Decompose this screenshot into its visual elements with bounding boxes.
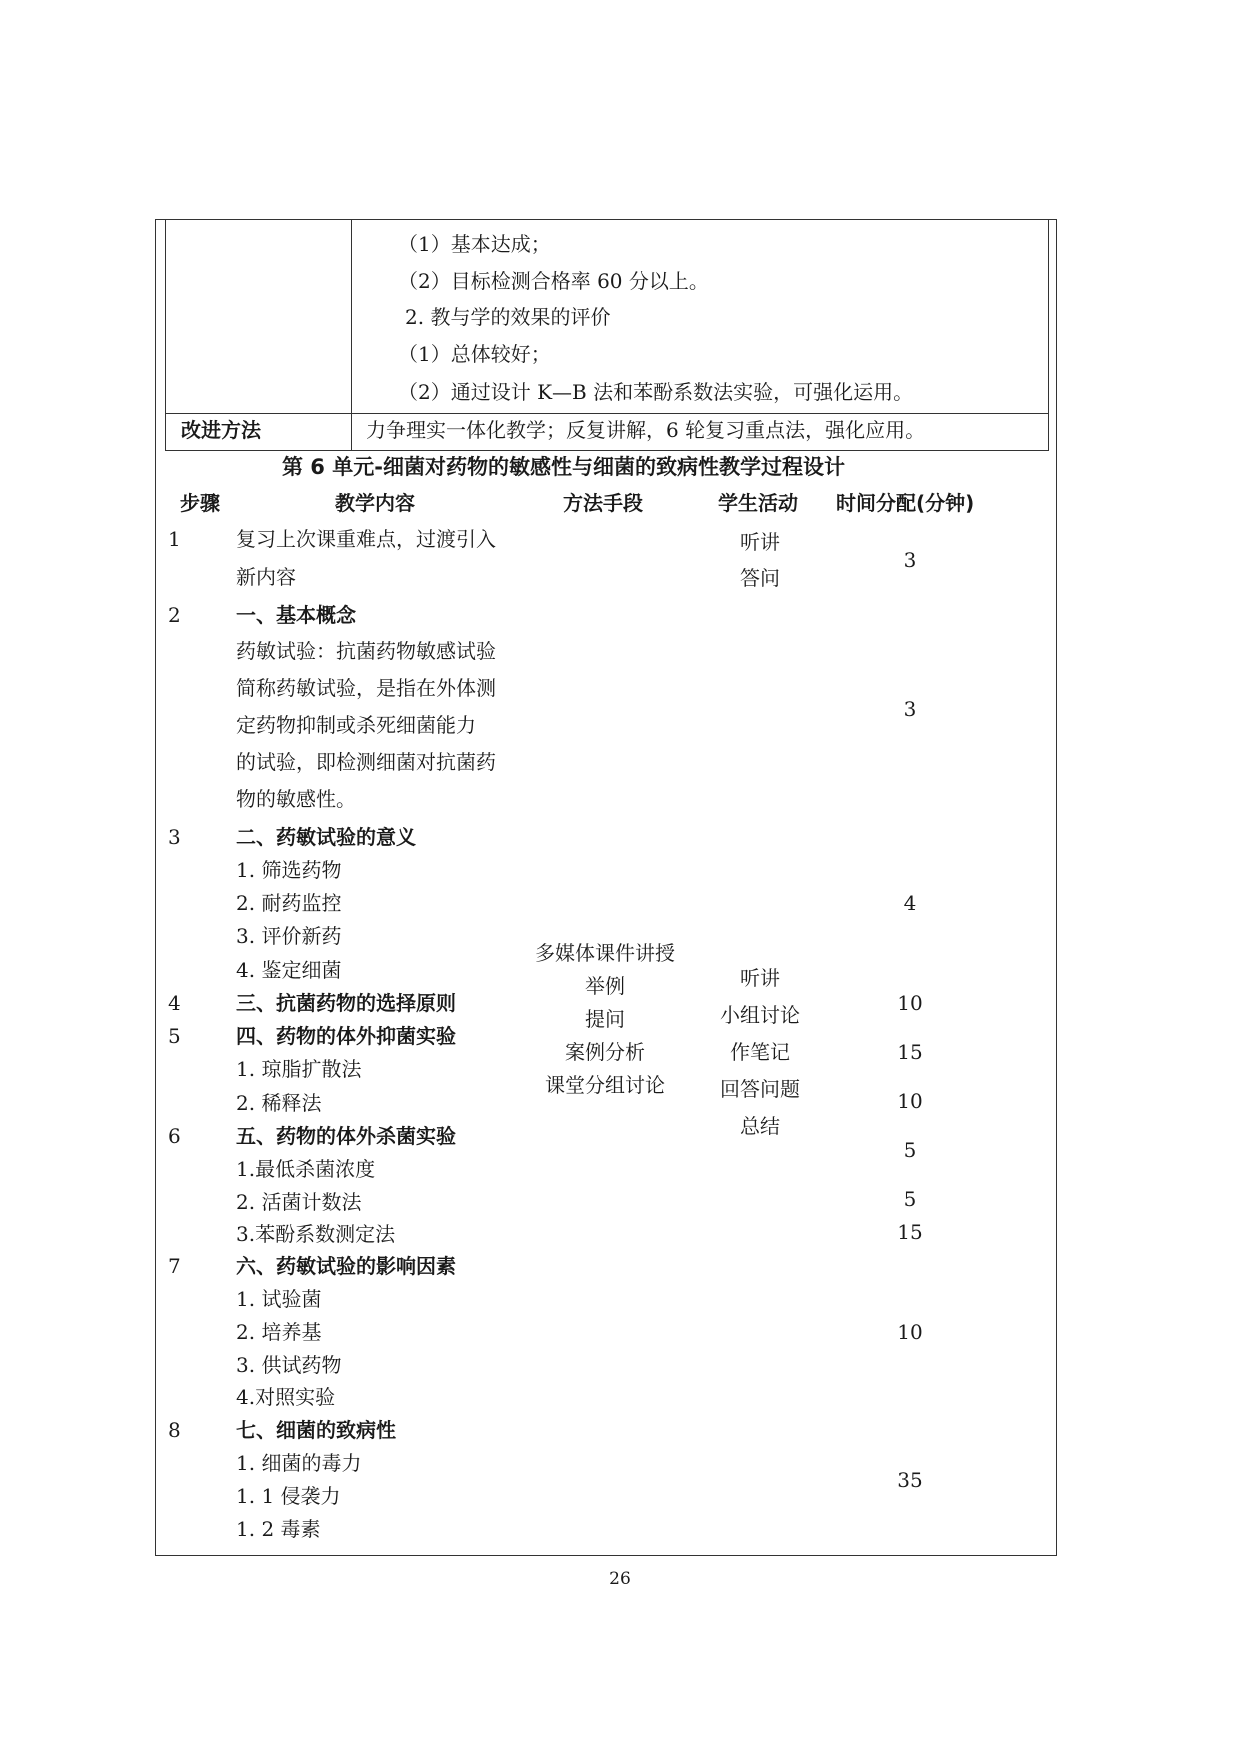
step-number: 8: [168, 1418, 181, 1442]
method-item: 举例: [585, 974, 625, 998]
content-line: 1. 1 侵袭力: [236, 1484, 341, 1508]
time-value: 5: [903, 1187, 917, 1211]
content-line: 1. 琼脂扩散法: [236, 1057, 362, 1081]
step-number: 7: [168, 1254, 181, 1278]
eval-line: （1）基本达成；: [398, 232, 551, 256]
activity-item: 总结: [740, 1114, 780, 1138]
content-line: 药敏试验：抗菌药物敏感试验: [236, 639, 496, 663]
content-line: 1. 试验菌: [236, 1287, 322, 1311]
eval-line: （2）通过设计 K—B 法和苯酚系数法实验，可强化运用。: [398, 380, 914, 404]
page-number: 26: [609, 1569, 631, 1589]
content-heading: 三、抗菌药物的选择原则: [236, 991, 456, 1015]
method-item: 课堂分组讨论: [545, 1073, 665, 1097]
step-number: 1: [168, 527, 181, 551]
content-line: 3.苯酚系数测定法: [236, 1222, 396, 1246]
improve-row-line: [165, 413, 1049, 414]
time-value: 10: [897, 1320, 923, 1344]
content-line: 4.对照实验: [236, 1385, 336, 1409]
header-content: 教学内容: [335, 491, 415, 515]
improve-text: 力争理实一体化教学；反复讲解，6 轮复习重点法，强化应用。: [366, 418, 926, 442]
time-value: 15: [897, 1040, 923, 1064]
frame-tick: [1048, 219, 1049, 229]
activity-item: 答问: [740, 566, 780, 590]
content-line: 2. 稀释法: [236, 1091, 322, 1115]
content-line: 新内容: [236, 565, 296, 589]
time-value: 10: [897, 1089, 923, 1113]
design-title: 第 6 单元-细菌对药物的敏感性与细菌的致病性教学过程设计: [282, 455, 845, 479]
content-line: 2. 培养基: [236, 1320, 322, 1344]
header-step: 步骤: [180, 491, 220, 515]
content-heading: 四、药物的体外抑菌实验: [236, 1024, 456, 1048]
eval-line: 2. 教与学的效果的评价: [405, 305, 611, 329]
activity-item: 听讲: [740, 966, 780, 990]
content-line: 1.最低杀菌浓度: [236, 1157, 376, 1181]
content-line: 1. 2 毒素: [236, 1517, 321, 1541]
header-method: 方法手段: [563, 491, 643, 515]
content-line: 的试验，即检测细菌对抗菌药: [236, 750, 496, 774]
activity-item: 回答问题: [720, 1077, 800, 1101]
evaluation-table: [165, 219, 1049, 451]
step-number: 2: [168, 603, 181, 627]
content-heading: 一、基本概念: [236, 603, 356, 627]
time-value: 4: [903, 891, 917, 915]
content-line: 2. 活菌计数法: [236, 1190, 362, 1214]
step-number: 3: [168, 825, 181, 849]
improve-label: 改进方法: [181, 418, 261, 442]
time-value: 3: [903, 697, 917, 721]
content-heading: 五、药物的体外杀菌实验: [236, 1124, 456, 1148]
method-item: 提问: [585, 1007, 625, 1031]
content-heading: 二、药敏试验的意义: [236, 825, 416, 849]
eval-line: （1）总体较好；: [398, 342, 551, 366]
content-heading: 七、细菌的致病性: [236, 1418, 396, 1442]
time-value: 5: [903, 1138, 917, 1162]
content-line: 4. 鉴定细菌: [236, 958, 342, 982]
time-value: 35: [897, 1468, 923, 1492]
header-activity: 学生活动: [718, 491, 798, 515]
content-line: 简称药敏试验，是指在外体测: [236, 676, 496, 700]
content-line: 3. 评价新药: [236, 924, 342, 948]
content-line: 定药物抑制或杀死细菌能力: [236, 713, 476, 737]
step-number: 6: [168, 1124, 181, 1148]
eval-line: （2）目标检测合格率 60 分以上。: [398, 269, 709, 293]
method-item: 案例分析: [565, 1040, 645, 1064]
content-heading: 六、药敏试验的影响因素: [236, 1254, 456, 1278]
content-line: 复习上次课重难点，过渡引入: [236, 527, 496, 551]
content-line: 1. 筛选药物: [236, 858, 342, 882]
header-time: 时间分配(分钟): [836, 491, 975, 515]
time-value: 10: [897, 991, 923, 1015]
content-line: 3. 供试药物: [236, 1353, 342, 1377]
activity-item: 听讲: [740, 530, 780, 554]
step-number: 5: [168, 1024, 181, 1048]
time-value: 3: [903, 548, 917, 572]
step-number: 4: [168, 991, 181, 1015]
activity-item: 小组讨论: [720, 1003, 800, 1027]
activity-item: 作笔记: [730, 1040, 790, 1064]
time-value: 15: [897, 1220, 923, 1244]
method-item: 多媒体课件讲授: [535, 941, 675, 965]
content-line: 1. 细菌的毒力: [236, 1451, 362, 1475]
content-line: 2. 耐药监控: [236, 891, 342, 915]
evaluation-divider: [351, 219, 352, 451]
content-line: 物的敏感性。: [236, 787, 356, 811]
